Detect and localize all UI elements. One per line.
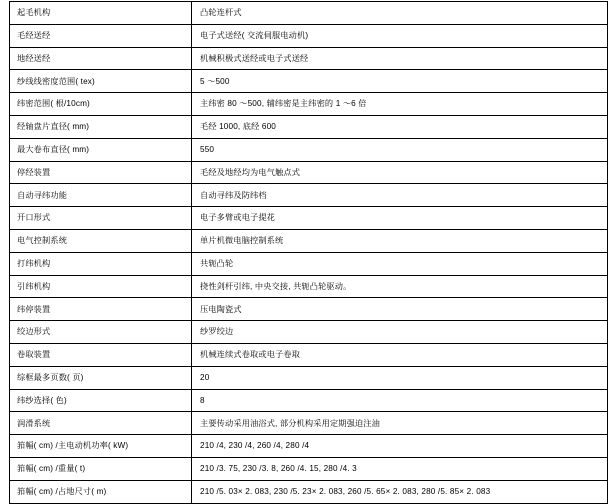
spec-label: 绞边形式: [10, 321, 192, 344]
specification-table: [9, 1, 608, 504]
spec-value: 压电陶瓷式: [192, 298, 608, 321]
table-row: [10, 229, 608, 252]
spec-value: 210 /5. 03× 2. 083, 230 /5. 23× 2. 083, 260 /5. 65× 2. 083, 280 /5. 85× 2. 083: [192, 481, 608, 504]
spec-value: 5 ～500: [192, 70, 608, 93]
table-row: [10, 70, 608, 93]
spec-value: 主纬密 80 ～500, 辅纬密是主纬密的 1 ～6 倍: [192, 93, 608, 116]
spec-value: 共轭凸轮: [192, 252, 608, 275]
spec-value: 单片机微电脑控制系统: [192, 229, 608, 252]
spec-value: 毛经及地经均为电气触点式: [192, 161, 608, 184]
table-row: [10, 458, 608, 481]
spec-label: 开口形式: [10, 207, 192, 230]
spec-label: 纱线线密度范围( tex): [10, 70, 192, 93]
spec-label: 起毛机构: [10, 2, 192, 25]
spec-label: 筘幅( cm) /占地尺寸( m): [10, 481, 192, 504]
table-row: [10, 298, 608, 321]
table-row: [10, 275, 608, 298]
spec-value: 主要传动采用油浴式, 部分机构采用定期强迫注油: [192, 412, 608, 435]
table-row: [10, 321, 608, 344]
table-row: [10, 93, 608, 116]
table-row: [10, 47, 608, 70]
table-body: [10, 2, 608, 504]
table-row: [10, 24, 608, 47]
spec-label: 自动寻纬功能: [10, 184, 192, 207]
spec-label: 经轴盘片直径( mm): [10, 115, 192, 138]
table-row: [10, 2, 608, 25]
table-row: [10, 207, 608, 230]
spec-label: 打纬机构: [10, 252, 192, 275]
spec-label: 纬密范围( 根/10cm): [10, 93, 192, 116]
spec-value: 机械积极式送经或电子式送经: [192, 47, 608, 70]
spec-label: 电气控制系统: [10, 229, 192, 252]
spec-value: 电子多臂或电子提花: [192, 207, 608, 230]
spec-value: 毛经 1000, 底经 600: [192, 115, 608, 138]
spec-value: 550: [192, 138, 608, 161]
spec-label: 润滑系统: [10, 412, 192, 435]
spec-label: 纬纱选择( 色): [10, 389, 192, 412]
table-row: [10, 161, 608, 184]
table-row: [10, 252, 608, 275]
table-row: [10, 138, 608, 161]
spec-label: 停经装置: [10, 161, 192, 184]
spec-value: 210 /4, 230 /4, 260 /4, 280 /4: [192, 435, 608, 458]
spec-label: 毛经送经: [10, 24, 192, 47]
spec-label: 综框最多页数( 页): [10, 366, 192, 389]
table-row: [10, 481, 608, 504]
spec-value: 8: [192, 389, 608, 412]
spec-value: 凸轮连杆式: [192, 2, 608, 25]
spec-label: 筘幅( cm) /重量( t): [10, 458, 192, 481]
table-row: [10, 412, 608, 435]
table-row: [10, 366, 608, 389]
spec-label: 地经送经: [10, 47, 192, 70]
table-row: [10, 435, 608, 458]
spec-value: 自动寻纬及防纬档: [192, 184, 608, 207]
spec-label: 卷取装置: [10, 343, 192, 366]
spec-label: 纬停装置: [10, 298, 192, 321]
spec-value: 纱罗绞边: [192, 321, 608, 344]
table-row: [10, 184, 608, 207]
spec-label: 最大卷布直径( mm): [10, 138, 192, 161]
spec-label: 筘幅( cm) /主电动机功率( kW): [10, 435, 192, 458]
document-page: [0, 1, 616, 497]
spec-value: 210 /3. 75, 230 /3. 8, 260 /4. 15, 280 /4. 3: [192, 458, 608, 481]
spec-value: 20: [192, 366, 608, 389]
table-row: [10, 389, 608, 412]
spec-value: 机械连续式卷取或电子卷取: [192, 343, 608, 366]
spec-label: 引纬机构: [10, 275, 192, 298]
spec-value: 挠性剑杆引纬, 中央交接, 共轭凸轮驱动。: [192, 275, 608, 298]
table-row: [10, 343, 608, 366]
table-row: [10, 115, 608, 138]
spec-value: 电子式送经( 交流伺服电动机): [192, 24, 608, 47]
